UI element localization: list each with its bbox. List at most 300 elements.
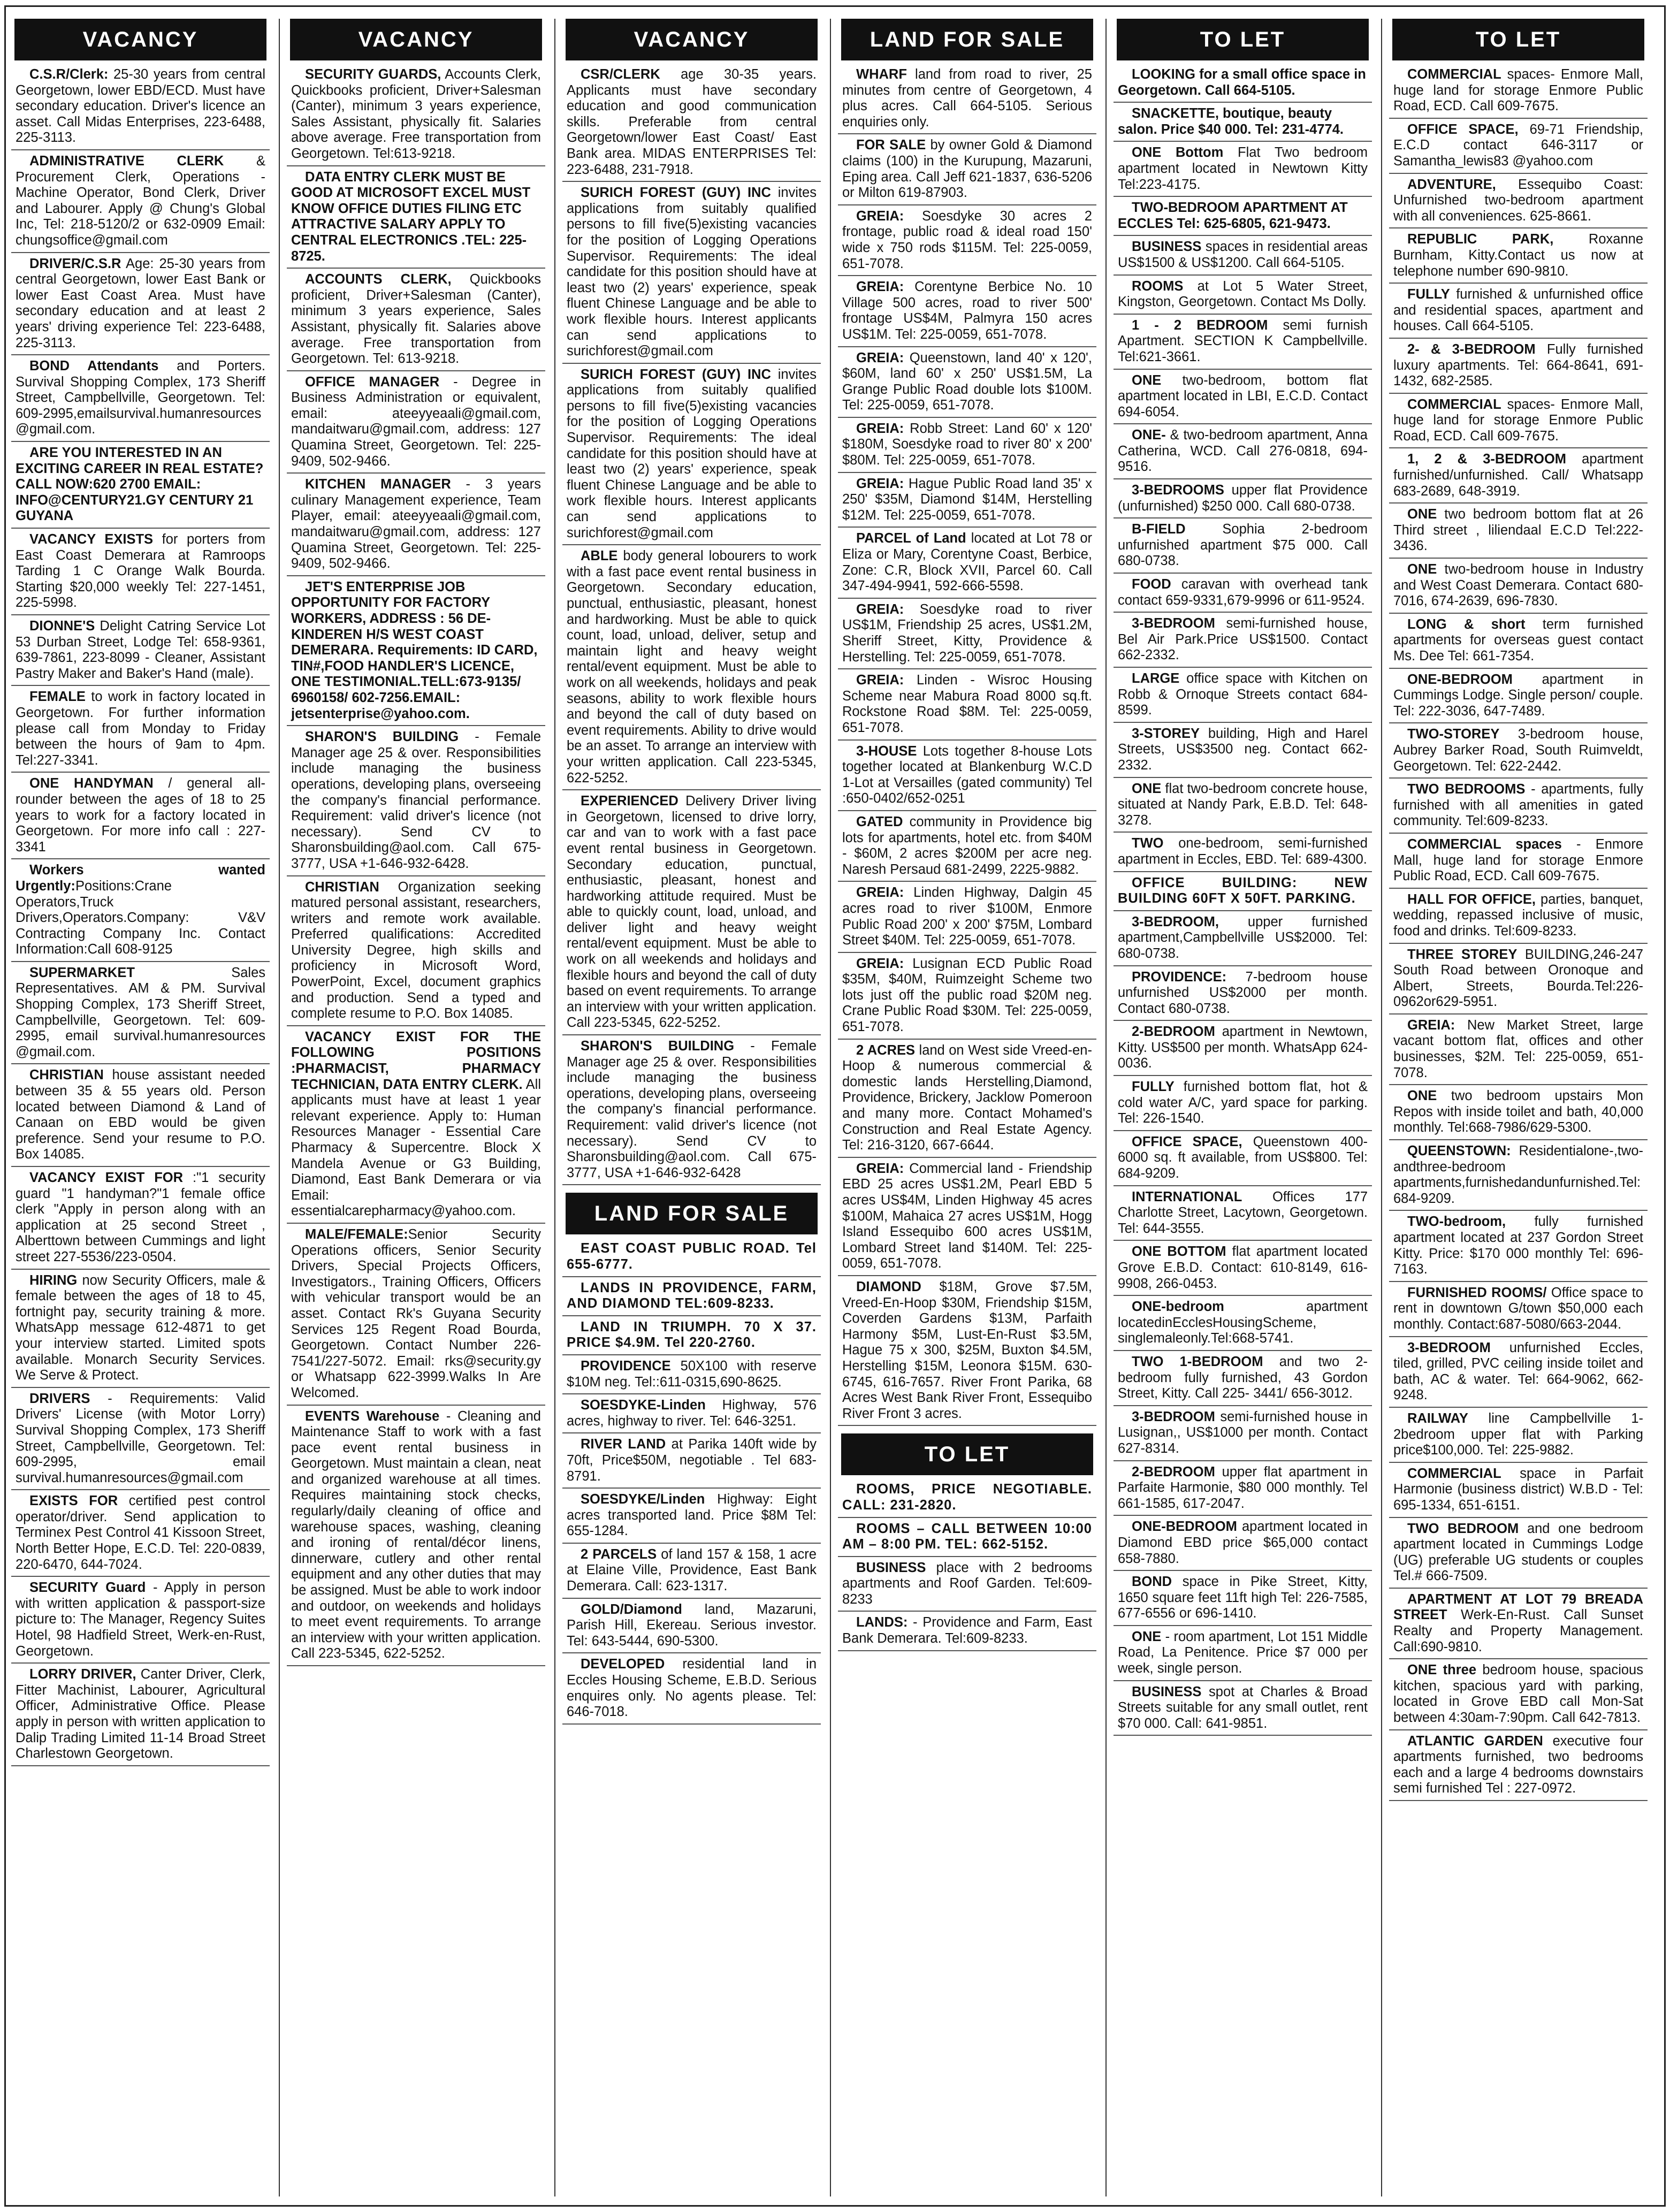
ad-lead: ONE BOTTOM [1132, 1244, 1226, 1260]
ad-lead: VACANCY EXIST FOR THE FOLLOWING POSITIONS :PHARMACIST, PHARMACY TECHNICIAN, DATA ENTRY CLERK. [291, 1029, 541, 1092]
ad-lead: LAND IN TRIUMPH. 70 X 37. PRICE $4.9M. Tel 220-2760. [567, 1319, 817, 1351]
ad-lead: GREIA: [856, 601, 904, 617]
ad-lead: APARTMENT AT LOT 79 BREADA STREET [1393, 1591, 1643, 1623]
ad-lead: CHRISTIAN [305, 879, 379, 895]
classified-ad [1389, 287, 1648, 339]
ad-body: apartment furnished/unfurnished. Call/ Whatsapp 683-2689, 648-3919. [1393, 452, 1643, 499]
ad-body: and Porters. Survival Shopping Complex, 173 Sheriff Street, Campbellville, Georgetown. Tel: 609-2995,emailsurvival.humanresources @gmail.com. [16, 359, 265, 437]
section-header: LAND FOR SALE [841, 19, 1093, 60]
ad-lead: GREIA: [856, 1161, 904, 1176]
ad-body: Roxanne Burnham, Kitty.Contact us now at telephone number 690-9810. [1393, 232, 1643, 279]
ad-body: apartment locatedinEcclesHousingScheme, singlemaleonly.Tel:668-5741. [1118, 1299, 1368, 1346]
column-divider [554, 19, 555, 2196]
classified-ad [11, 1391, 270, 1491]
classified-ad [1389, 1285, 1648, 1337]
ad-body: apartment in Cummings Lodge. Single person/ couple. Tel: 222-3036, 647-7489. [1393, 672, 1643, 719]
ad-body: place with 2 bedrooms apartments and Roof Garden. Tel:609-8233 [842, 1560, 1092, 1607]
ad-body: Hague Public Road land 35' x 250' $35M, Diamond $14M, Herstelling $12M. Tel: 225-0059, 651-7078. [842, 476, 1092, 523]
ad-lead: ONE [1132, 781, 1162, 796]
ad-body: upper flat apartment in Parfaite Harmonie, $80 000 monthly. Tel 661-1585, 617-2047. [1118, 1464, 1368, 1511]
ad-lead: GATED [856, 814, 903, 829]
classified-ad [838, 1279, 1096, 1426]
classified-ad [562, 1657, 821, 1724]
ad-lead: CSR/CLERK [581, 67, 660, 82]
classified-ad [838, 814, 1096, 882]
ad-body: $18M, Grove $7.5M, Vreed-En-Hoop $30M, Friendship $15M, Coverden Gardens $13M, Parfaith Harmony $5M, Lust-En-Rust $3.5M, Hague 75 x 300, $25M, Buxton $4.5M, Herstelling $15M, Leonora $15M. 630-6745, 616-7657. River Front Parika, 68 Acres West Bank River Front, Essequibo River Front 3 acres. [842, 1279, 1092, 1421]
ad-body: line Campbellville 1-2bedroom upper flat with Parking price$100,000. Tel: 225-9882. [1393, 1410, 1643, 1458]
classified-ad [838, 885, 1096, 952]
classified-ad [1114, 200, 1372, 236]
classified-ad [562, 1547, 821, 1599]
ad-lead: COMMERCIAL spaces [1407, 836, 1562, 852]
classified-ad [11, 445, 270, 529]
classified-ad [11, 1170, 270, 1270]
ad-lead: ONE-bedroom [1132, 1299, 1224, 1315]
classified-ad [1389, 1662, 1648, 1730]
ad-lead: ROOMS [1132, 278, 1184, 294]
ad-body: Delivery Driver living in Georgetown, licensed to drive lorry, car and van to work with a fast pace event rental business in Georgetown. Secondary education, punctual, enthusiastic, pleasant, honest and hardworking attitude required. Must be able to quickly count, load, unload, and deliver light and heavy weight rental/event equipment. Must be able to work on all weekends and holidays and flexible hours and beyond the call of duty based on event requirements. To arrange an interview with your written application. Call 223-5345, 622-5252. [567, 794, 817, 1031]
ad-body: Fully furnished luxury apartments. Tel: 664-8641, 691-1432, 682-2585. [1393, 341, 1643, 389]
classified-ad [1389, 782, 1648, 834]
classified-ad [1389, 397, 1648, 449]
ad-body: apartment in Newtown, Kitty. US$500 per month. WhatsApp 624-0036. [1118, 1024, 1368, 1071]
ad-body: - Degree in Business Administration or equivalent, email: ateeyyeaali@gmail.com, mandaitwaru@gmail.com, address: 127 Quamina Street, Georgetown. Tel: 225-9409, 502-9466. [291, 374, 541, 469]
ad-lead: FULLY [1407, 287, 1450, 302]
classified-ad [1389, 122, 1648, 174]
ad-lead: TWO BEDROOM [1407, 1521, 1519, 1536]
classified-ad [838, 531, 1096, 598]
ad-lead: 2-BEDROOM [1132, 1464, 1215, 1479]
ad-body: community in Providence big lots for apartments, hotel etc. from $40M - $60M, 2 acres $200M per acre neg. Naresh Persaud 681-2499, 2225-9882. [842, 814, 1092, 877]
ad-body: land from road to river, 25 minutes from centre of Georgetown, 4 plus acres. Call 664-5105. Serious enquiries only. [842, 67, 1092, 129]
ad-lead: ABLE [581, 548, 618, 564]
ad-body: Essequibo Coast: Unfurnished two-bedroom apartment with all conveniences. 625-8661. [1393, 177, 1643, 224]
ad-lead: DRIVERS [29, 1391, 90, 1406]
ad-body: land on West side Vreed-en-Hoop & numerous commercial & domestic lands Herstelling,Diamond, Providence, Brickery, Jacklow Pomeroon and many more. Contact Mohamed's Construction and Real Estate Agency. Tel: 216-3120, 667-6644. [842, 1042, 1092, 1153]
ad-lead: 3-BEDROOM [1132, 1409, 1215, 1424]
ad-body: Organization seeking matured personal assistant, researchers, writers and remote work available. Preferred qualifications: Accredited University Degree, high skills and proficiency in Microsoft Word, PowerPoint, Excel, document graphics and production. Send a typed and complete resume to P.O. Box 14085. [291, 879, 541, 1021]
ad-body: Werk-En-Rust. Call Sunset Realty and Property Management. Call:690-9810. [1393, 1607, 1643, 1654]
section-header: VACANCY [14, 19, 266, 60]
ad-lead: ONE Bottom [1132, 145, 1224, 161]
classified-ad [838, 1560, 1096, 1612]
ad-body: two-bedroom, bottom flat apartment located in LBI, E.C.D. Contact 694-6054. [1118, 372, 1368, 419]
ad-body: residential land in Eccles Housing Scheme, E.B.D. Serious enquires only. No agents please. Tel: 646-7018. [567, 1657, 817, 1720]
ad-body: Lusignan ECD Public Road $35M, $40M, Ruimzeight Scheme two lots just off the public road $20M neg. Crane Public Road $30M. Tel: 225-0059, 651-7078. [842, 956, 1092, 1035]
classified-ad [1389, 1018, 1648, 1085]
ad-lead: SURICH FOREST (GUY) INC [581, 367, 771, 382]
classified-ad [838, 602, 1096, 669]
ad-lead: SECURITY GUARDS, [305, 67, 441, 82]
classified-ad [562, 794, 821, 1035]
classified-ad [11, 1493, 270, 1577]
classified-ad [1114, 1629, 1372, 1681]
ad-body: by owner Gold & Diamond claims (100) in the Kurupung, Mazaruni, Eping area. Call Jeff 621-1837, 636-5206 or Milton 619-87903. [842, 138, 1093, 201]
classified-ad [562, 367, 821, 546]
ad-body: house assistant needed between 35 & 55 years old. Person located between Diamond & Land of Canaan on EBD would be given preference. Send your resume to P.O. Box 14085. [16, 1067, 265, 1162]
classified-ad [562, 185, 821, 364]
ad-body: semi furnish Apartment. SECTION K Campbellville. Tel:621-3661. [1118, 317, 1368, 364]
classified-ad [287, 1029, 545, 1224]
classified-ad [838, 1043, 1096, 1158]
column-3 [562, 19, 821, 2196]
classified-ad [11, 1580, 270, 1664]
ad-body: 7-bedroom house unfurnished US$2000 per month. Contact 680-0738. [1118, 969, 1368, 1016]
ad-lead: BUSINESS [1132, 239, 1202, 255]
ad-lead: QUEENSTOWN: [1407, 1143, 1511, 1159]
classifieds-page [4, 5, 1666, 2207]
ad-lead: HIRING [29, 1272, 78, 1288]
classified-ad [838, 673, 1096, 740]
section-header: TO LET [1117, 19, 1369, 60]
classified-ad [11, 67, 270, 150]
ad-lead: VACANCY EXIST FOR [29, 1170, 184, 1185]
ad-body: Robb Street: Land 60' x 120' $180M, Soesdyke road to river 80' x 200' $80M. Tel: 225-0059, 651-7078. [842, 421, 1092, 468]
classified-ad [287, 1409, 545, 1667]
classified-ad [1114, 522, 1372, 574]
ad-lead: BOND [1132, 1574, 1172, 1590]
ad-body: building, High and Harel Streets, US$3500 neg. Contact 662-2332. [1118, 726, 1368, 773]
ad-body: Highway, 576 acres, highway to river. Tel: 646-3251. [567, 1398, 817, 1429]
ad-body: Corentyne Berbice No. 10 Village 500 acres, road to river 500' frontage US$4M, Palmyra 150 acres US$1M. Tel: 225-0059, 651-7078. [842, 279, 1092, 342]
ad-body: Sophia 2-bedroom unfurnished apartment $75 000. Call 680-0738. [1118, 522, 1368, 569]
ad-body: Offices 177 Charlotte Street, Lacytown, Georgetown. Tel: 644-3555. [1118, 1189, 1368, 1236]
classified-ad [1114, 1409, 1372, 1461]
ad-body: - Cleaning and Maintenance Staff to work with a fast pace event rental business in Georgetown. Must maintain a clean, neat and organized warehouse at all times. Requires maintaining stock checks, regularly/daily cleaning of office and warehouse spaces, washing, cleaning and ironing of rental/décor linens, dinnerware, cutlery and other rental equipment and any other duties that may be assigned. Must be able to work indoor and outdoor, on weekends and holidays to meet event requirements. To arrange an interview with your written application. Call 223-5345, 622-5252. [291, 1408, 541, 1661]
ad-body: furnished bottom flat, hot & cold water A/C, yard space for parking. Tel: 226-1540. [1118, 1079, 1368, 1126]
ad-lead: GREIA: [1407, 1017, 1455, 1033]
ad-body: spaces in residential areas US$1500 & US$1200. Call 664-5105. [1118, 239, 1368, 270]
ad-lead: COMMERCIAL [1407, 67, 1501, 82]
classified-ad [838, 279, 1096, 347]
ad-lead: LANDS: [856, 1615, 908, 1630]
ad-body: New Market Street, large vacant bottom flat, offices and other businesses, $2M. Tel: 225-0059, 651-7078. [1393, 1017, 1643, 1080]
classified-ad [838, 956, 1096, 1040]
ad-lead: ADVENTURE, [1407, 177, 1496, 192]
classified-ad [11, 1067, 270, 1167]
ad-body: and one bedroom apartment located in Cummings Lodge (UG) preferable UG students or couples Tel.# 666-7509. [1393, 1521, 1643, 1584]
classified-ad [11, 256, 270, 356]
ad-lead: ONE-BEDROOM [1132, 1519, 1237, 1535]
section-header: LAND FOR SALE [566, 1193, 818, 1234]
ad-lead: ARE YOU INTERESTED IN AN EXCITING CAREER IN REAL ESTATE?CALL NOW:620 2700 EMAIL: INFO@CENTURY21.GY CENTURY 21 GUYANA [16, 445, 264, 524]
ad-lead: PROVIDENCE: [1132, 969, 1227, 985]
classified-ad [1114, 1354, 1372, 1406]
ad-body: invites applications from suitably qualified persons to fill five(5)existing vacancies for the position of Logging Operations Supervisor. Requirements: The ideal candidate for this position should have at least two (2) years' experience, speak fluent Chinese Language and be able to work flexible hours. Interest applicants can send applications to surichforest@gmail.com [567, 185, 817, 359]
classified-ad [11, 863, 270, 962]
ad-lead: HALL FOR OFFICE, [1407, 891, 1536, 907]
classified-ad [1114, 239, 1372, 275]
classified-ad [1114, 1299, 1372, 1351]
classified-ad [1114, 970, 1372, 1021]
ad-lead: GREIA: [856, 279, 904, 295]
classified-ad [1114, 781, 1372, 833]
ad-lead: KITCHEN MANAGER [305, 477, 451, 492]
classified-ad [838, 1615, 1096, 1651]
ad-lead: TWO 1-BEDROOM [1132, 1354, 1263, 1369]
classified-ad [1389, 232, 1648, 284]
classified-ad [1389, 727, 1648, 779]
classified-ad [1389, 342, 1648, 394]
ad-body: Flat Two bedroom apartment located in Newtown Kitty Tel:223-4175. [1118, 145, 1368, 192]
ad-lead: LANDS IN PROVIDENCE, FARM, AND DIAMOND TEL:609-8233. [567, 1280, 817, 1311]
ad-body: apartment located in Diamond EBD price $65,000 contact 658-7880. [1118, 1519, 1368, 1566]
classified-ad [1114, 318, 1372, 370]
ad-lead: DIONNE'S [29, 619, 95, 634]
ad-lead: SURICH FOREST (GUY) INC [581, 185, 771, 201]
classified-ad [562, 1280, 821, 1316]
ad-body: Soesdyke road to river US$1M, Friendship 25 acres, US$1.2M, Sheriff Street, Kitty, Providence & Herstelling. Tel: 225-0059, 651-7078. [842, 601, 1092, 665]
classified-ad [1114, 428, 1372, 479]
classified-ad [1114, 616, 1372, 668]
ad-body: land, Mazaruni, Parish Hill, Ekereau. Serious investor. Tel: 643-5444, 690-5300. [567, 1601, 817, 1649]
ad-lead: SUPERMARKET [29, 965, 135, 980]
ad-lead: RIVER LAND [581, 1437, 666, 1452]
ad-lead: GREIA: [856, 421, 904, 436]
ad-body: and two 2-bedroom fully furnished, 43 Gordon Street, Kitty. Call 225- 3441/ 656-3012. [1118, 1354, 1368, 1401]
section-header: VACANCY [566, 19, 818, 60]
ad-lead: 3-STOREY [1132, 726, 1200, 741]
ad-body: 50X100 with reserve $10M neg. Tel::611-0315,690-8625. [567, 1358, 817, 1390]
ad-body: - apartments, fully furnished with all amenities in gated community. Tel:609-8233. [1393, 782, 1643, 829]
classified-ad [1114, 483, 1372, 518]
classified-ad [1114, 67, 1372, 103]
classified-ad [11, 965, 270, 1065]
ad-lead: ONE HANDYMAN [29, 776, 154, 791]
ad-body: Queenstown, land 40' x 120', $60M, land 60' x 250' US$1.5M, La Grange Public Road double lots $100M. Tel: 225-0059, 651-7078. [842, 350, 1092, 413]
ad-lead: GREIA: [856, 673, 904, 688]
classified-ad [1389, 1340, 1648, 1408]
classified-ad [562, 1359, 821, 1394]
classified-ad [838, 209, 1096, 276]
classified-ad [1389, 892, 1648, 944]
classified-ad [838, 744, 1096, 811]
section-header: TO LET [841, 1433, 1093, 1475]
classified-ad [11, 532, 270, 615]
classified-ad [1114, 1574, 1372, 1626]
ad-body: Residentialone-,two-andthree-bedroom apartments,furnishedandunfurnished.Tel:684-9209. [1393, 1143, 1643, 1206]
ad-lead: PROVIDENCE [581, 1358, 671, 1374]
ad-lead: Workers wanted Urgently: [16, 863, 265, 894]
ad-body: body general lobourers to work with a fast pace event rental business in Georgetown. Secondary education, punctual, enthusiastic, pleasant, honest and hardworking. Must be able to quick count, load, unload, deliver, setup and maintain light and heavy weight rental/event equipment. Must be able to work on all weekends, holidays and peak seasons, ability to work flexible hours and beyond the call of duty based on event requirements. Ability to drive would be an asset. To arrange an interview with your written application. Call 223-5345, 622-5252. [567, 548, 817, 785]
classified-ad [562, 67, 821, 182]
ad-lead: BUSINESS [1132, 1684, 1202, 1699]
ad-body: - Providence and Farm, East Bank Demerara. Tel:609-8233. [842, 1615, 1092, 1646]
classified-ad [1389, 452, 1648, 504]
ad-lead: BUSINESS [856, 1560, 926, 1575]
ad-body: located at Lot 78 or Eliza or Mary, Corentyne Coast, Berbice, Zone: C.R, Block XVII, Parcel 60. Call 347-494-9941, 592-666-5598. [842, 531, 1092, 594]
classified-ad [562, 1602, 821, 1654]
ad-lead: SHARON'S BUILDING [581, 1039, 735, 1054]
ad-lead: LORRY DRIVER, [29, 1667, 136, 1682]
classified-ad [287, 67, 545, 166]
classified-ad [1114, 671, 1372, 723]
ad-body: executive four apartments furnished, two bedrooms each and a large 4 bedrooms downstairs semi furnished Tel : 227-0972. [1393, 1733, 1644, 1796]
classified-ad [1114, 1244, 1372, 1296]
ad-body: - Female Manager age 25 & over. Responsibilities include managing the business operations, developing plans, overseeing the company's financial performance. Requirement: valid driver's licence (not necessary). Send CV to Sharonsbuilding@aol.com. Call 675-3777, USA +1-646-932-6428. [291, 729, 541, 871]
ad-body: - 3 years culinary Management experience, Team Player, email: ateeyyeaali@gmail.com, mandaitwaru@gmail.com, address: 127 Quamina Street, Georgetown. Tel: 225-9409, 502-9466. [291, 477, 541, 571]
classified-ad [562, 1437, 821, 1489]
classified-ad [11, 1667, 270, 1766]
classified-ad [1114, 106, 1372, 142]
column-divider [830, 19, 831, 2196]
ad-lead: LONG & short [1407, 616, 1526, 632]
ad-lead: REPUBLIC PARK, [1407, 232, 1554, 247]
ad-lead: ATLANTIC GARDEN [1407, 1733, 1543, 1749]
ad-lead: DATA ENTRY CLERK MUST BE GOOD AT MICROSOFT EXCEL MUST KNOW OFFICE DUTIES FILING ETC ATTRACTIVE SALARY APPLY TO CENTRAL ELECTRONICS .TEL: 225-8725. [291, 169, 531, 264]
ad-body: & Procurement Clerk, Operations - Machine Operator, Bond Clerk, Driver and Labourer. Apply @ Chung's Global Inc, Tel: 218-5120/2 or 632-0909 Email: chungsoffice@gmail.com [16, 153, 265, 248]
ad-body: :"1 security guard "1 handyman?"1 female office clerk "Apply in person along with an application at 25 second Street , Alberttown between Cummings and light street 227-5536/223-0504. [16, 1170, 266, 1264]
ad-body: - Enmore Mall, huge land for storage Enmore Public Road, ECD. Call 609-7675. [1393, 836, 1643, 884]
section-header: VACANCY [290, 19, 542, 60]
ad-lead: 3-BEDROOM [1407, 1340, 1491, 1355]
classified-ad [287, 375, 545, 474]
classified-ad [287, 272, 545, 371]
ad-lead: GREIA: [856, 208, 904, 224]
ad-lead: EVENTS Warehouse [305, 1408, 440, 1424]
ad-lead: 3-HOUSE [856, 743, 917, 759]
ad-lead: OFFICE BUILDING: NEW BUILDING 60FT X 50FT. PARKING. [1118, 875, 1368, 906]
ad-lead: GOLD/Diamond [581, 1601, 682, 1617]
ad-body: now Security Officers, male & female between the ages of 18 to 45, fortnight pay, security training & more. WhatsApp message 612-4871 to get your interview started. Limited spots available. Monarch Security Services. We Serve & Protect. [16, 1272, 265, 1383]
column-4 [838, 19, 1096, 2196]
classified-ad [1389, 507, 1648, 559]
classified-ad [838, 67, 1096, 134]
classified-ad [1114, 914, 1372, 966]
ad-lead: SOESDYKE/Linden [581, 1492, 705, 1507]
ad-lead: THREE STOREY [1407, 947, 1518, 962]
ad-body: of land 157 & 158, 1 acre at Elaine Ville, Providence, East Bank Demerara. Call: 623-1317. [567, 1546, 817, 1594]
ad-lead: ONE [1407, 1088, 1437, 1104]
ad-lead: TWO [1132, 836, 1164, 851]
ad-lead: GREIA: [856, 350, 904, 365]
ad-lead: ONE [1407, 507, 1437, 522]
ad-body: - room apartment, Lot 151 Middle Road, La Penitence. Price $7 000 per week, single person. [1118, 1629, 1368, 1676]
ad-lead: OFFICE SPACE, [1407, 121, 1519, 137]
ad-lead: DRIVER/C.S.R [29, 256, 121, 271]
ad-lead: TWO BEDROOMS [1407, 782, 1526, 797]
classified-ad [1389, 1466, 1648, 1518]
classified-ad [562, 1492, 821, 1544]
classified-ad [1389, 837, 1648, 889]
classified-ad [838, 421, 1096, 473]
ad-body: unfurnished Eccles, tiled, grilled, PVC ceiling inside toilet and bath, AC & water. Tel: 664-9062, 662-9248. [1393, 1340, 1643, 1403]
classified-ad [1114, 1134, 1372, 1186]
column-divider [1105, 19, 1107, 2196]
classified-ad [562, 1039, 821, 1185]
classified-ad [287, 170, 545, 269]
classified-ad [1114, 1079, 1372, 1131]
ad-lead: 2-BEDROOM [1132, 1024, 1215, 1040]
classified-ad [1389, 672, 1648, 724]
ad-body: - Apply in person with written application & passport-size picture to: The Manager, Regency Suites Hotel, 98 Hadfield Street, Werk-en-Rust, Georgetown. [16, 1580, 265, 1659]
classified-ad [287, 880, 545, 1026]
ad-lead: TWO-bedroom, [1407, 1214, 1506, 1230]
ad-lead: TWO-BEDROOM APARTMENT AT ECCLES Tel: 625-6805, 621-9473. [1118, 200, 1348, 231]
ad-lead: SOESDYKE-Linden [581, 1398, 706, 1413]
ad-body: Linden - Wisroc Housing Scheme near Mabura Road 8000 sq.ft. Rockstone Road $8M. Tel: 225-0059, 651-7078. [842, 673, 1092, 735]
ad-body: 25-30 years from central Georgetown, lower EBD/ECD. Must have secondary education. Driver's licence an asset. Call Midas Enterprises, 223-6488, 225-3113. [16, 67, 265, 146]
classified-ad [562, 1241, 821, 1277]
ad-body: age 30-35 years. Applicants must have secondary education and good communication skills. Preferable from central Georgetown/lower East Coast/ East Bank area. MIDAS ENTERPRISES Tel: 223-6488, 231-7918. [567, 67, 817, 177]
ad-body: bedroom house, spacious kitchen, spacious yard with parking, located in Grove EBD call Mon-Sat between 4:30am-7:90pm. Call 642-7813. [1393, 1662, 1643, 1726]
ad-lead: COMMERCIAL [1407, 1466, 1501, 1481]
ad-body: Soesdyke 30 acres 2 frontage, public road & ideal road 150' wide x 750 rods $115M. Tel: 225-0059, 651-7078. [842, 208, 1092, 271]
ad-body: All applicants must have at least 1 year relevant experience. Apply to: Human Resources Manager - Essential Care Pharmacy & Supercentre. Block X Mandela Avenue or G3 Building, Diamond, East Bank Demerara or via Email: essentialcarepharmacy@yahoo.com. [291, 1077, 541, 1219]
ad-lead: MALE/FEMALE: [305, 1226, 408, 1242]
classified-ad [838, 138, 1096, 205]
classified-ad [1114, 279, 1372, 315]
classified-ad [1114, 726, 1372, 778]
ad-lead: ROOMS – CALL BETWEEN 10:00 AM – 8:00 PM. TEL: 662-5152. [842, 1521, 1092, 1552]
ad-body: term furnished apartments for overseas guest contact Ms. Dee Tel: 661-7354. [1393, 616, 1644, 663]
ad-lead: GREIA: [856, 956, 904, 971]
ad-body: at Lot 5 Water Street, Kingston, Georgetown. Contact Ms Dolly. [1118, 278, 1368, 310]
classified-ad [1114, 1465, 1372, 1516]
classified-ad [11, 1273, 270, 1388]
ad-body: spaces- Enmore Mall, huge land for storage Enmore Public Road, ECD. Call 609-7675. [1393, 67, 1643, 114]
ad-lead: 2 ACRES [856, 1042, 916, 1058]
ad-body: Lots together 8-house Lots together located at Blankenburg W.C.D 1-Lot at Versailles (gated community) Tel :650-0402/652-0251 [842, 743, 1092, 806]
ad-lead: SNACKETTE, boutique, beauty salon. Price $40 000. Tel: 231-4774. [1118, 106, 1344, 137]
classified-ad [1114, 1519, 1372, 1571]
ad-lead: ONE-BEDROOM [1407, 672, 1513, 687]
ad-lead: B-FIELD [1132, 522, 1186, 537]
ad-body: one-bedroom, semi-furnished apartment in Eccles, EBD. Tel: 689-4300. [1118, 836, 1368, 867]
ad-body: Accounts Clerk, Quickbooks proficient, Driver+Salesman (Canter), minimum 3 years experience, Sales Assistant, physically fit. Salaries above average. Free transportation from Georgetown. Tel:613-9218. [291, 67, 541, 161]
ad-body: spot at Charles & Broad Streets suitable for any small outlet, rent $70 000. Call: 641-9851. [1118, 1684, 1368, 1731]
ad-body: Sales Representatives. AM & PM. Survival Shopping Complex, 173 Sheriff Street, Campbellville, Georgetown. Tel: 609-2995, email survival.humanresources @gmail.com. [16, 965, 265, 1059]
ad-body: 3-bedroom house, Aubrey Barker Road, South Ruimveldt, Georgetown. Tel: 622-2442. [1393, 727, 1643, 774]
ad-body: parties, banquet, wedding, repassed inclusive of music, food and drinks. Tel:609-8233. [1393, 891, 1643, 939]
ad-lead: GREIA: [856, 476, 904, 491]
ad-lead: DIAMOND [856, 1279, 921, 1294]
column-divider [279, 19, 280, 2196]
ad-body: Canter Driver, Clerk, Fitter Machinist, Labourer, Agricultural Officer, Administrative Office. Please apply in person with written application to Dalip Trading Limited 11-14 Broad Street Charlestown Georgetown. [16, 1667, 265, 1761]
classified-ad [287, 477, 545, 576]
classified-ad [1114, 1024, 1372, 1076]
ad-lead: WHARF [856, 67, 907, 82]
ad-body: invites applications from suitably qualified persons to fill five(5)existing vacancies for the position of Logging Operations Supervisor. Requirements: The ideal candidate for this position should have at least two (2) years' experience, speak fluent Chinese Language and be able to work flexible hours. Interest applicants can send applications to surichforest@gmail.com [567, 367, 817, 540]
ad-body: semi-furnished house in Lusignan,, US$1000 per month. Contact 627-8314. [1118, 1409, 1368, 1456]
classified-ad [1114, 1684, 1372, 1736]
ad-body: at Parika 140ft wide by 70ft, Price$50M, negotiable . Tel 683-8791. [567, 1437, 817, 1484]
classified-ad [1114, 577, 1372, 613]
classified-ad [11, 776, 270, 859]
ad-body: two bedroom upstairs Mon Repos with inside toilet and bath, 40,000 monthly. Tel:668-7986/629-5300. [1393, 1088, 1643, 1135]
classified-ad [1389, 67, 1648, 119]
column-5 [1114, 19, 1372, 2196]
classified-ad [838, 1161, 1096, 1276]
classified-ad [838, 476, 1096, 528]
ad-lead: INTERNATIONAL [1132, 1189, 1242, 1204]
ad-lead: DEVELOPED [581, 1657, 665, 1672]
ad-lead: 1, 2 & 3-BEDROOM [1407, 452, 1567, 467]
ad-lead: EXPERIENCED [581, 794, 678, 809]
ad-body: / general all-rounder between the ages of 18 to 25 years to work for a factory located in Georgetown. For more info call : 227- 3341 [16, 776, 265, 855]
ad-body: furnished & unfurnished office and residential spaces, apartment and houses. Call 664-5105. [1393, 287, 1643, 334]
ad-body: Queenstown 400-6000 sq. ft available, from US$800. Tel: 684-9209. [1118, 1134, 1368, 1181]
ad-lead: OFFICE MANAGER [305, 374, 440, 390]
ad-body: semi-furnished house, Bel Air Park.Price US$1500. Contact 662-2332. [1118, 616, 1368, 663]
classified-ad [1389, 947, 1648, 1015]
classified-ad [1389, 1411, 1648, 1463]
ad-lead: 3-BEDROOMS [1132, 483, 1224, 498]
ad-lead: 1 - 2 BEDROOM [1132, 317, 1268, 333]
ad-body: Linden Highway, Dalgin 45 acres road to river $100M, Enmore Public Road 200' x 200' $75M, Lombard Street $40M. Tel: 225-0059, 651-7078. [842, 885, 1092, 948]
ad-lead: 3-BEDROOM, [1132, 914, 1219, 929]
column-divider [1381, 19, 1382, 2196]
